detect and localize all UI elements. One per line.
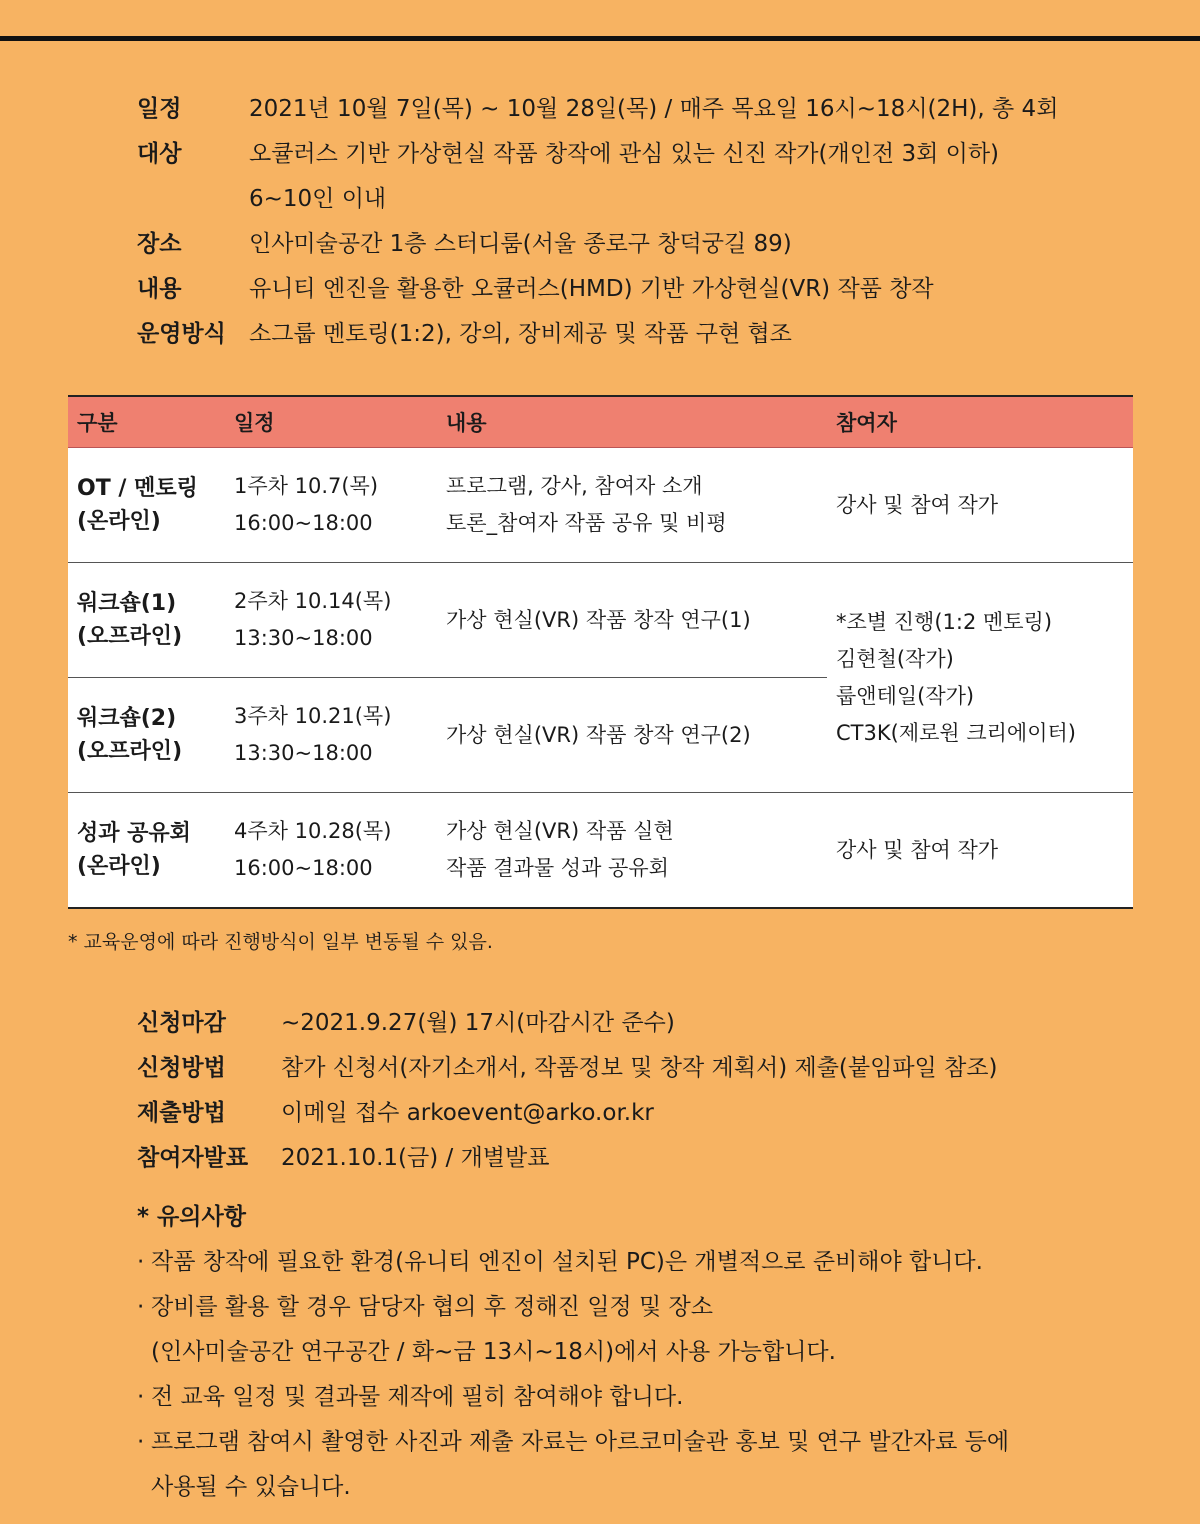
info-value: 유니티 엔진을 활용한 오큘러스(HMD) 기반 가상현실(VR) 작품 창작 bbox=[249, 276, 934, 302]
info-value: 오큘러스 기반 가상현실 작품 창작에 관심 있는 신진 작가(개인전 3회 이하) bbox=[249, 141, 1000, 167]
info-row-place bbox=[137, 219, 1058, 264]
apply-row-method bbox=[137, 1043, 998, 1088]
apply-value: 이메일 접수 arkoevent@arko.or.kr bbox=[281, 1100, 654, 1126]
participant-cell: *조별 진행(1:2 멘토링) 김현철(작가) 룹앤테일(작가) CT3K(제로원 크리에이터) bbox=[827, 563, 1133, 793]
apply-label: 제출방법 bbox=[137, 1100, 226, 1126]
top-divider bbox=[0, 36, 1200, 41]
apply-value: 참가 신청서(자기소개서, 작품정보 및 창작 계획서) 제출(붙임파일 참조) bbox=[281, 1055, 998, 1081]
participant-cell: 강사 및 참여 작가 bbox=[827, 793, 1133, 909]
date-cell: 2주차 10.14(목) 13:30~18:00 bbox=[225, 563, 437, 678]
caution-title: * 유의사항 bbox=[137, 1204, 246, 1230]
content-cell: 가상 현실(VR) 작품 창작 연구(1) bbox=[437, 563, 827, 678]
program-info bbox=[137, 84, 1058, 354]
content-cell: 가상 현실(VR) 작품 창작 연구(2) bbox=[437, 678, 827, 793]
bullet: · bbox=[137, 1294, 145, 1320]
info-row-content bbox=[137, 264, 1058, 309]
content-cell: 가상 현실(VR) 작품 실현 작품 결과물 성과 공유회 bbox=[437, 793, 827, 909]
info-label: 내용 bbox=[137, 276, 182, 302]
date-cell: 3주차 10.21(목) 13:30~18:00 bbox=[225, 678, 437, 793]
info-label: 대상 bbox=[137, 141, 182, 167]
caution-item: · 전 교육 일정 및 결과물 제작에 필히 참여해야 합니다. bbox=[137, 1375, 1009, 1420]
info-value: 소그룹 멘토링(1:2), 강의, 장비제공 및 작품 구현 협조 bbox=[249, 321, 792, 347]
caution-item: · 장비를 활용 할 경우 담당자 협의 후 정해진 일정 및 장소 (인사미술공간 연구공간 / 화~금 13시~18시)에서 사용 가능합니다. bbox=[137, 1285, 1009, 1375]
bullet: · bbox=[137, 1429, 145, 1455]
info-value: 6~10인 이내 bbox=[249, 186, 387, 212]
schedule-table bbox=[68, 395, 1133, 909]
bullet: · bbox=[137, 1384, 145, 1410]
category-cell: 워크숍(2) (오프라인) bbox=[68, 678, 225, 793]
info-label: 운영방식 bbox=[137, 321, 226, 347]
category-cell: 워크숍(1) (오프라인) bbox=[68, 563, 225, 678]
date-cell: 4주차 10.28(목) 16:00~18:00 bbox=[225, 793, 437, 909]
apply-label: 신청마감 bbox=[137, 1010, 226, 1036]
participant-cell: 강사 및 참여 작가 bbox=[827, 448, 1133, 563]
table-row bbox=[68, 563, 1133, 678]
info-row-operation bbox=[137, 309, 1058, 354]
info-label: 장소 bbox=[137, 231, 182, 257]
info-value: 인사미술공간 1층 스터디룸(서울 종로구 창덕궁길 89) bbox=[249, 231, 792, 257]
apply-row-deadline bbox=[137, 998, 998, 1043]
column-header: 일정 bbox=[225, 396, 437, 448]
apply-row-announcement bbox=[137, 1133, 998, 1178]
column-header: 내용 bbox=[437, 396, 827, 448]
info-value: 2021년 10월 7일(목) ~ 10월 28일(목) / 매주 목요일 16시~18시(2H), 총 4회 bbox=[249, 96, 1059, 122]
content-cell: 프로그램, 강사, 참여자 소개 토론_참여자 작품 공유 및 비평 bbox=[437, 448, 827, 563]
apply-row-submission bbox=[137, 1088, 998, 1133]
caution-item: · 작품 창작에 필요한 환경(유니티 엔진이 설치된 PC)은 개별적으로 준비해야 합니다. bbox=[137, 1240, 1009, 1285]
column-header: 구분 bbox=[68, 396, 225, 448]
category-cell: OT / 멘토링 (온라인) bbox=[68, 448, 225, 563]
date-cell: 1주차 10.7(목) 16:00~18:00 bbox=[225, 448, 437, 563]
bullet: · bbox=[137, 1249, 145, 1275]
info-row-target-count bbox=[137, 174, 1058, 219]
table-header-row bbox=[68, 396, 1133, 448]
table-row bbox=[68, 448, 1133, 563]
info-row-schedule bbox=[137, 84, 1058, 129]
column-header: 참여자 bbox=[827, 396, 1133, 448]
info-row-target bbox=[137, 129, 1058, 174]
application-info bbox=[137, 998, 998, 1178]
info-label: 일정 bbox=[137, 96, 182, 122]
category-cell: 성과 공유회 (온라인) bbox=[68, 793, 225, 909]
apply-value: 2021.10.1(금) / 개별발표 bbox=[281, 1145, 550, 1171]
apply-label: 신청방법 bbox=[137, 1055, 226, 1081]
apply-label: 참여자발표 bbox=[137, 1145, 249, 1171]
apply-value: ~2021.9.27(월) 17시(마감시간 준수) bbox=[281, 1010, 675, 1036]
caution-section bbox=[137, 1195, 1009, 1510]
table-footnote: * 교육운영에 따라 진행방식이 일부 변동될 수 있음. bbox=[68, 931, 493, 953]
caution-item: · 프로그램 참여시 촬영한 사진과 제출 자료는 아르코미술관 홍보 및 연구 발간자료 등에 사용될 수 있습니다. bbox=[137, 1420, 1009, 1510]
table-row bbox=[68, 793, 1133, 909]
